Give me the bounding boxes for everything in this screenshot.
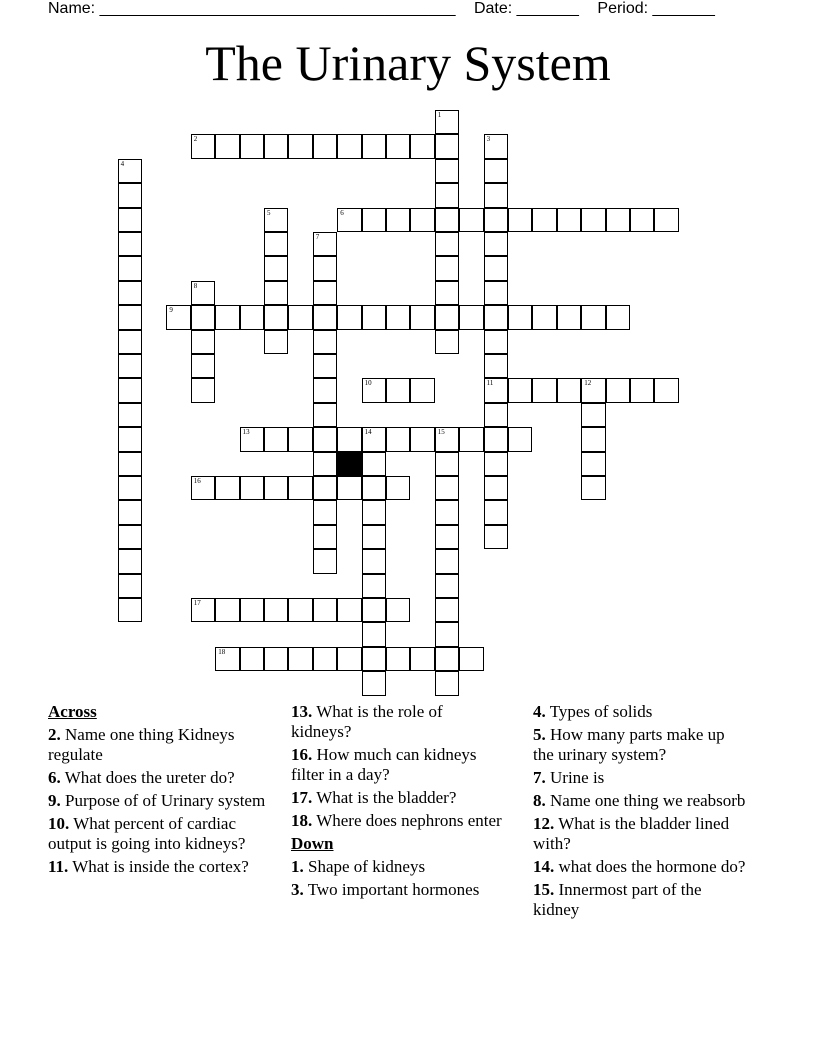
crossword-cell[interactable]	[435, 671, 459, 695]
crossword-cell[interactable]	[435, 549, 459, 573]
crossword-cell[interactable]	[313, 525, 337, 549]
clue-number-label: 14.	[533, 857, 555, 876]
clue-number-label: 6.	[48, 768, 61, 787]
clue-text: What percent of cardiac output is going into kidneys?	[48, 814, 246, 853]
crossword-cell[interactable]	[264, 427, 288, 451]
crossword-cell[interactable]	[362, 476, 386, 500]
crossword-cell[interactable]	[484, 452, 508, 476]
crossword-cell[interactable]	[118, 256, 142, 280]
clue-number: 5	[267, 208, 271, 217]
crossword-cell[interactable]	[362, 305, 386, 329]
crossword-cell[interactable]	[484, 525, 508, 549]
crossword-cell[interactable]	[532, 305, 556, 329]
clue-item	[533, 702, 748, 722]
crossword-cell[interactable]	[362, 134, 386, 158]
crossword-cell[interactable]	[313, 232, 337, 256]
clue-number-label: 10.	[48, 814, 70, 833]
page-title: The Urinary System	[205, 35, 611, 91]
crossword-cell[interactable]	[484, 183, 508, 207]
crossword-cell[interactable]	[410, 208, 434, 232]
clue-text: What is the bladder?	[312, 788, 457, 807]
crossword-cell[interactable]	[337, 427, 361, 451]
clue-text: How much can kidneys filter in a day?	[291, 745, 477, 784]
clue-text: Shape of kidneys	[303, 857, 426, 876]
crossword-cell[interactable]	[484, 500, 508, 524]
crossword-cell[interactable]	[118, 574, 142, 598]
clue-text: What does the ureter do?	[60, 768, 235, 787]
crossword-cell[interactable]	[581, 452, 605, 476]
clue-number: 7	[315, 233, 320, 241]
crossword-cell[interactable]	[337, 598, 361, 622]
crossword-cell[interactable]	[606, 378, 630, 402]
crossword-cell[interactable]	[508, 427, 532, 451]
crossword-cell[interactable]	[118, 427, 142, 451]
crossword-cell[interactable]	[337, 208, 361, 232]
clue-text: Purpose of of Urinary system	[60, 791, 266, 810]
clue-number: 11	[486, 379, 494, 388]
crossword-cell[interactable]	[240, 647, 264, 671]
clue-item	[533, 768, 748, 788]
crossword-cell[interactable]	[264, 256, 288, 280]
crossword-cell[interactable]	[118, 500, 142, 524]
crossword-cell[interactable]	[362, 500, 386, 524]
clue-text: Two important hormones	[303, 880, 480, 899]
across-heading: Across	[48, 702, 97, 721]
crossword-cell[interactable]	[435, 622, 459, 646]
crossword-cell[interactable]	[313, 305, 337, 329]
crossword-cell[interactable]	[435, 281, 459, 305]
crossword-block	[337, 452, 361, 476]
crossword-cell[interactable]	[459, 305, 483, 329]
clue-number: 18	[218, 647, 226, 656]
crossword-cell[interactable]	[118, 208, 142, 232]
crossword-cell[interactable]	[386, 305, 410, 329]
clue-number-label: 9.	[48, 791, 61, 810]
clue-text: Name one thing we reabsorb	[545, 791, 746, 810]
crossword-cell[interactable]	[313, 134, 337, 158]
clue-text: Where does nephrons enter	[312, 811, 502, 830]
crossword-cell[interactable]	[118, 598, 142, 622]
clue-item	[533, 814, 748, 854]
crossword-cell[interactable]	[508, 378, 532, 402]
crossword-cell[interactable]	[581, 305, 605, 329]
crossword-cell[interactable]	[118, 378, 142, 402]
crossword-cell[interactable]	[435, 134, 459, 158]
crossword-cell[interactable]	[508, 208, 532, 232]
clue-item	[291, 880, 506, 900]
clue-number: 4	[120, 159, 125, 168]
crossword-cell[interactable]	[191, 354, 215, 378]
crossword-cell[interactable]	[313, 427, 337, 451]
crossword-cell[interactable]	[435, 110, 459, 134]
clue-item	[48, 725, 278, 765]
crossword-cell[interactable]	[313, 403, 337, 427]
crossword-cell[interactable]	[240, 134, 264, 158]
crossword-cell[interactable]	[191, 598, 215, 622]
crossword-cell[interactable]	[118, 476, 142, 500]
crossword-cell[interactable]	[581, 208, 605, 232]
crossword-cell[interactable]	[118, 525, 142, 549]
crossword-cell[interactable]	[606, 208, 630, 232]
crossword-cell[interactable]	[313, 256, 337, 280]
clue-number: 1	[437, 111, 442, 119]
crossword-cell[interactable]	[264, 476, 288, 500]
clue-text: Name one thing Kidneys regulate	[48, 725, 235, 764]
crossword-cell[interactable]	[435, 183, 459, 207]
crossword-cell[interactable]	[313, 378, 337, 402]
crossword-cell[interactable]	[240, 598, 264, 622]
crossword-cell[interactable]	[435, 330, 459, 354]
crossword-cell[interactable]	[215, 305, 239, 329]
crossword-cell[interactable]	[191, 476, 215, 500]
clue-text: What is the role of kidneys?	[291, 702, 443, 741]
crossword-cell[interactable]	[484, 330, 508, 354]
date-field[interactable]: Date: _______	[473, 0, 579, 17]
clues-column-3	[533, 702, 748, 923]
crossword-cell[interactable]	[386, 378, 410, 402]
crossword-cell[interactable]	[166, 305, 190, 329]
crossword-cell[interactable]	[264, 598, 288, 622]
name-field[interactable]: Name: ________________________________________	[48, 0, 456, 17]
crossword-cell[interactable]	[484, 403, 508, 427]
crossword-cell[interactable]	[435, 159, 459, 183]
crossword-cell[interactable]	[508, 305, 532, 329]
crossword-cell[interactable]	[459, 427, 483, 451]
clue-item	[291, 857, 506, 877]
crossword-cell[interactable]	[288, 134, 312, 158]
crossword-cell[interactable]	[337, 305, 361, 329]
crossword-cell[interactable]	[484, 305, 508, 329]
crossword-cell[interactable]	[362, 574, 386, 598]
clue-item	[48, 814, 278, 854]
crossword-cell[interactable]	[191, 330, 215, 354]
crossword-cell[interactable]	[386, 476, 410, 500]
crossword-cell[interactable]	[435, 574, 459, 598]
crossword-cell[interactable]	[484, 378, 508, 402]
clue-number-label: 15.	[533, 880, 555, 899]
clue-number: 3	[486, 135, 491, 144]
clue-number-label: 17.	[291, 788, 313, 807]
crossword-cell[interactable]	[264, 208, 288, 232]
crossword-cell[interactable]	[557, 208, 581, 232]
crossword-cell[interactable]	[264, 647, 288, 671]
clues-column-1	[48, 702, 278, 880]
crossword-cell[interactable]	[435, 500, 459, 524]
crossword-cell[interactable]	[484, 134, 508, 158]
clue-item	[533, 857, 748, 877]
crossword-cell[interactable]	[606, 305, 630, 329]
clue-number-label: 13.	[291, 702, 313, 721]
crossword-cell[interactable]	[435, 525, 459, 549]
crossword-cell[interactable]	[215, 476, 239, 500]
clue-number: 8	[193, 281, 198, 290]
clue-number: 9	[169, 306, 173, 315]
crossword-cell[interactable]	[630, 378, 654, 402]
crossword-cell[interactable]	[362, 208, 386, 232]
clue-number-label: 18.	[291, 811, 313, 830]
crossword-cell[interactable]	[557, 305, 581, 329]
clue-number: 6	[340, 208, 344, 217]
crossword-cell[interactable]	[215, 647, 239, 671]
crossword-cell[interactable]	[386, 427, 410, 451]
crossword-cell[interactable]	[118, 330, 142, 354]
crossword-cell[interactable]	[191, 378, 215, 402]
crossword-cell[interactable]	[313, 452, 337, 476]
crossword-cell[interactable]	[313, 549, 337, 573]
crossword-cell[interactable]	[264, 232, 288, 256]
crossword-cell[interactable]	[386, 598, 410, 622]
crossword-cell[interactable]	[386, 134, 410, 158]
clues-column-2	[291, 702, 506, 903]
crossword-cell[interactable]	[435, 305, 459, 329]
clue-number-label: 1.	[291, 857, 304, 876]
clue-number: 14	[364, 428, 372, 437]
crossword-cell[interactable]	[435, 647, 459, 671]
crossword-cell[interactable]	[118, 452, 142, 476]
crossword-cell[interactable]	[484, 256, 508, 280]
crossword-cell[interactable]	[118, 403, 142, 427]
crossword-cell[interactable]	[435, 256, 459, 280]
crossword-cell[interactable]	[240, 305, 264, 329]
crossword-cell[interactable]	[240, 427, 264, 451]
crossword-cell[interactable]	[630, 208, 654, 232]
clue-text: Innermost part of the kidney	[533, 880, 702, 919]
clue-item	[291, 745, 506, 785]
period-field[interactable]: Period: _______	[597, 0, 715, 17]
crossword-cell[interactable]	[288, 305, 312, 329]
crossword-cell[interactable]	[288, 427, 312, 451]
crossword-cell[interactable]	[264, 330, 288, 354]
clue-item	[533, 880, 748, 920]
crossword-cell[interactable]	[484, 208, 508, 232]
clue-text: How many parts make up the urinary system?	[533, 725, 725, 764]
crossword-cell[interactable]	[654, 378, 678, 402]
crossword-cell[interactable]	[215, 598, 239, 622]
crossword-cell[interactable]	[410, 427, 434, 451]
crossword-cell[interactable]	[362, 452, 386, 476]
crossword-cell[interactable]	[435, 208, 459, 232]
crossword-cell[interactable]	[410, 134, 434, 158]
clue-item	[48, 768, 278, 788]
clue-number: 15	[437, 428, 445, 437]
crossword-cell[interactable]	[484, 476, 508, 500]
crossword-cell[interactable]	[435, 427, 459, 451]
crossword-cell[interactable]	[215, 134, 239, 158]
crossword-cell[interactable]	[118, 549, 142, 573]
crossword-cell[interactable]	[435, 452, 459, 476]
clue-number-label: 16.	[291, 745, 313, 764]
clue-text: Types of solids	[545, 702, 653, 721]
clue-number-label: 4.	[533, 702, 546, 721]
crossword-cell[interactable]	[532, 378, 556, 402]
clue-number: 16	[193, 477, 201, 485]
clue-number-label: 3.	[291, 880, 304, 899]
crossword-cell[interactable]	[191, 134, 215, 158]
clue-item	[291, 702, 506, 742]
crossword-cell[interactable]	[362, 622, 386, 646]
crossword-cell[interactable]	[313, 354, 337, 378]
crossword-cell[interactable]	[581, 378, 605, 402]
crossword-cell[interactable]	[240, 476, 264, 500]
crossword-cell[interactable]	[118, 232, 142, 256]
clue-item	[533, 791, 748, 811]
crossword-cell[interactable]	[362, 378, 386, 402]
crossword-cell[interactable]	[118, 281, 142, 305]
crossword-cell[interactable]	[288, 476, 312, 500]
crossword-cell[interactable]	[459, 647, 483, 671]
crossword-cell[interactable]	[313, 476, 337, 500]
crossword-cell[interactable]	[362, 598, 386, 622]
crossword-cell[interactable]	[288, 647, 312, 671]
crossword-cell[interactable]	[654, 208, 678, 232]
clue-text: what does the hormone do?	[554, 857, 746, 876]
crossword-cell[interactable]	[484, 281, 508, 305]
crossword-cell[interactable]	[386, 208, 410, 232]
clue-number: 17	[193, 599, 201, 607]
crossword-cell[interactable]	[581, 427, 605, 451]
crossword-cell[interactable]	[362, 549, 386, 573]
crossword-cell[interactable]	[362, 671, 386, 695]
clue-number: 12	[584, 379, 592, 388]
clue-number: 2	[193, 135, 198, 144]
down-heading: Down	[291, 834, 334, 853]
crossword-cell[interactable]	[118, 354, 142, 378]
clue-number-label: 2.	[48, 725, 61, 744]
crossword-cell[interactable]	[362, 427, 386, 451]
clue-text: What is inside the cortex?	[68, 857, 249, 876]
crossword-cell[interactable]	[557, 378, 581, 402]
crossword-cell[interactable]	[264, 134, 288, 158]
clue-item	[291, 788, 506, 808]
clue-item	[48, 857, 278, 877]
clue-text: Urine is	[545, 768, 605, 787]
crossword-cell[interactable]	[459, 208, 483, 232]
clue-number-label: 11.	[48, 857, 69, 876]
crossword-cell[interactable]	[532, 208, 556, 232]
crossword-cell[interactable]	[313, 500, 337, 524]
crossword-cell[interactable]	[386, 647, 410, 671]
clue-number-label: 12.	[533, 814, 555, 833]
crossword-cell[interactable]	[435, 476, 459, 500]
crossword-cell[interactable]	[484, 354, 508, 378]
clue-item	[533, 725, 748, 765]
crossword-cell[interactable]	[435, 598, 459, 622]
crossword-cell[interactable]	[484, 159, 508, 183]
crossword-cell[interactable]	[435, 232, 459, 256]
clue-item	[291, 811, 506, 831]
clue-number-label: 8.	[533, 791, 546, 810]
crossword-cell[interactable]	[581, 403, 605, 427]
clue-item	[48, 791, 278, 811]
crossword-cell[interactable]	[484, 427, 508, 451]
crossword-cell[interactable]	[484, 232, 508, 256]
crossword-cell[interactable]	[191, 305, 215, 329]
clue-number-label: 7.	[533, 768, 546, 787]
clue-number-label: 5.	[533, 725, 546, 744]
clue-text: What is the bladder lined with?	[533, 814, 730, 853]
crossword-cell[interactable]	[337, 476, 361, 500]
crossword-cell[interactable]	[337, 647, 361, 671]
crossword-cell[interactable]	[264, 281, 288, 305]
crossword-cell[interactable]	[118, 305, 142, 329]
clue-number: 10	[364, 379, 372, 388]
crossword-cell[interactable]	[581, 476, 605, 500]
crossword-cell[interactable]	[313, 647, 337, 671]
crossword-cell[interactable]	[264, 305, 288, 329]
clue-number: 13	[242, 428, 250, 437]
crossword-cell[interactable]	[410, 378, 434, 402]
crossword-cell[interactable]	[410, 647, 434, 671]
crossword-cell[interactable]	[362, 647, 386, 671]
crossword-cell[interactable]	[313, 281, 337, 305]
crossword-cell[interactable]	[288, 598, 312, 622]
crossword-cell[interactable]	[337, 134, 361, 158]
crossword-cell[interactable]	[118, 183, 142, 207]
crossword-cell[interactable]	[362, 525, 386, 549]
crossword-cell[interactable]	[313, 598, 337, 622]
crossword-cell[interactable]	[118, 159, 142, 183]
crossword-cell[interactable]	[191, 281, 215, 305]
crossword-cell[interactable]	[410, 305, 434, 329]
crossword-cell[interactable]	[313, 330, 337, 354]
